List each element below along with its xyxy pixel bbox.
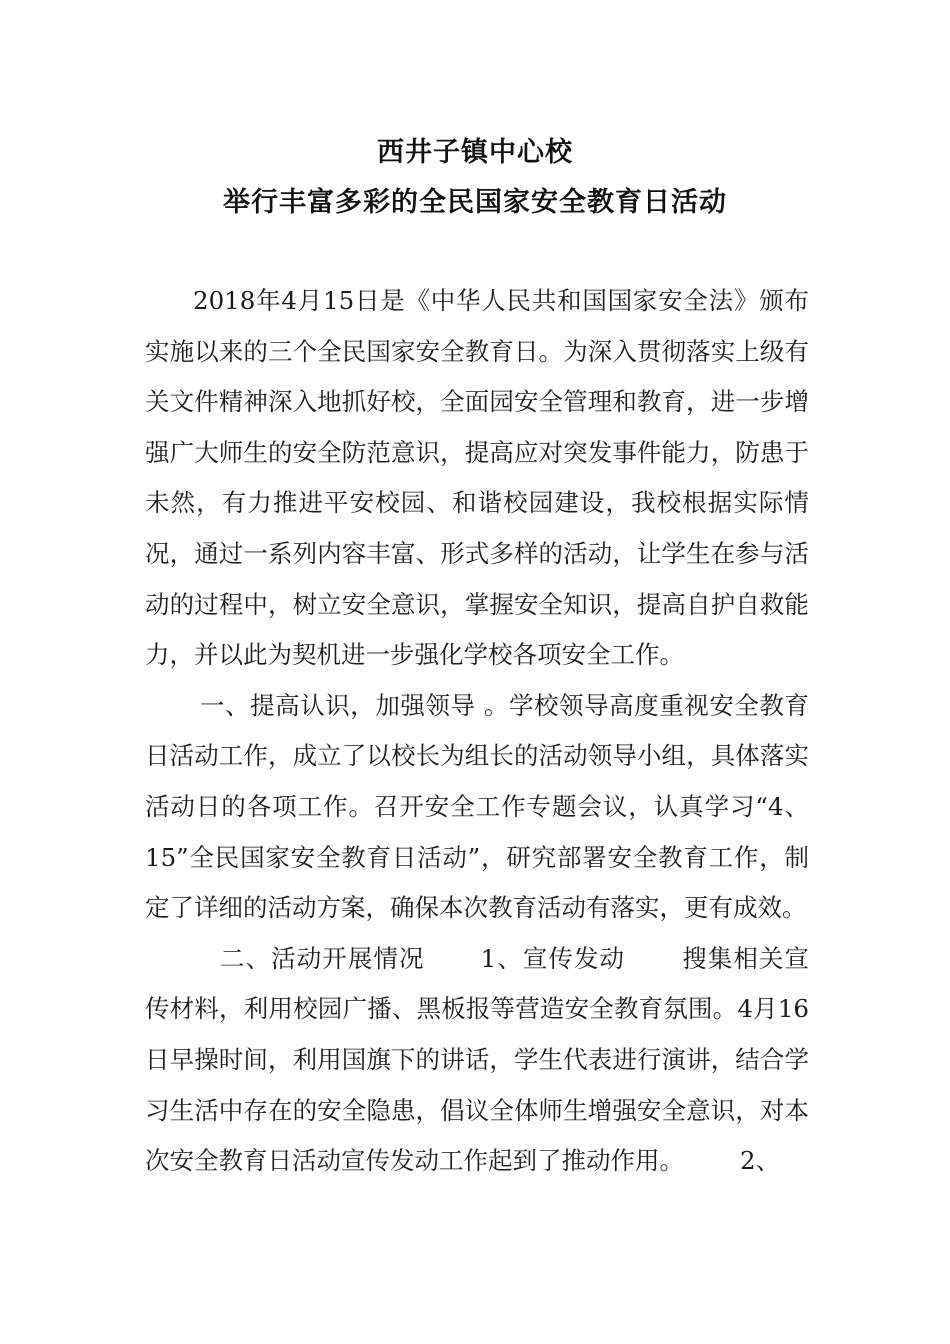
subsection-body: 搜集相关宣传材料，利用校园广播、黑板报等营造安全教育氛围。4月16日早操时间，利用国旗下的讲话，学生代表进行演讲，结合学习生活中存在的安全隐患，倡议全体师生增强安全意识，对本次安全教育日活动宣传发动工作起到了推动作用。 (145, 943, 809, 1176)
paragraph-activities (145, 934, 809, 1187)
title-line-1: 西井子镇中心校 (377, 137, 573, 168)
document-body (145, 276, 809, 1187)
paragraph-intro: 2018年4月15日是《中华人民共和国国家安全法》颁布实施以来的三个全民国家安全教育日。为深入贯彻落实上级有关文件精神深入地抓好校，全面园安全管理和教育，进一步增强广大师生的安全防范意识，提高应对突发事件能力，防患于未然，有力推进平安校园、和谐校园建设，我校根据实际情况，通过一系列内容丰富、形式多样的活动，让学生在参与活动的过程中，树立安全意识，掌握安全知识，提高自护自救能力，并以此为契机进一步强化学校各项安全工作。 (145, 286, 809, 670)
section-heading: 二、活动开展情况 (220, 943, 425, 973)
next-item-marker: 2、 (740, 1146, 781, 1176)
paragraph-leadership: 一、提高认识，加强领导 。学校领导高度重视安全教育日活动工作，成立了以校长为组长的活动领导小组，具体落实活动日的各项工作。召开安全工作专题会议，认真学习“4、15”全民国家安全教育日活动”，研究部署安全教育工作，制定了详细的活动方案，确保本次教育活动有落实，更有成效。 (145, 690, 809, 923)
subsection-heading: 1、宣传发动 (480, 943, 626, 973)
title-line-2: 举行丰富多彩的全民国家安全教育日活动 (223, 187, 727, 218)
document-title (0, 128, 950, 228)
